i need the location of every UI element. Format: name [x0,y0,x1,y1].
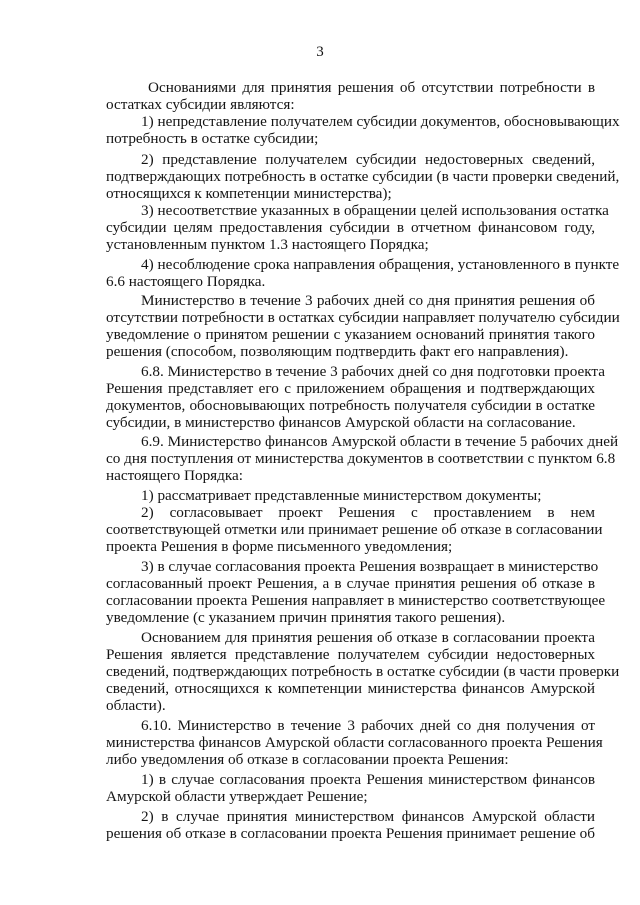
text-line: 3) несоответствие указанных в обращении целей использования остатка [141,202,609,219]
text-line: 6.10. Министерство в течение 3 рабочих дней со дня получения от [141,717,595,734]
text-line: области). [106,697,166,714]
page-number: 3 [316,44,324,60]
text-line: отсутствии потребности в остатках субсидии направляет получателю субсидии [106,309,620,326]
text-line: 2) в случае принятия министерством финансов Амурской области [141,808,595,825]
text-line: Решения является представление получателем субсидии недостоверных [106,646,595,663]
text-line: сведений, относящихся к компетенции министерства финансов Амурской [106,680,595,697]
text-line: 3) в случае согласования проекта Решения возвращает в министерство [141,558,599,575]
text-line: решения (способом, позволяющим подтвердить факт его направления). [106,343,569,360]
text-line: Основаниями для принятия решения об отсутствии потребности в [148,79,595,96]
text-line: 2) согласовывает проект Решения с проставлением в нем [141,504,595,521]
text-line: субсидии целям предоставления субсидии в отчетном финансовом году, [106,219,595,236]
text-line: подтверждающих потребность в остатке субсидии (в части проверки сведений, [106,168,620,185]
text-line: субсидии, в министерство финансов Амурской области на согласование. [106,414,576,431]
text-line: 6.6 настоящего Порядка. [106,273,266,290]
text-line: установленным пунктом 1.3 настоящего Порядка; [106,236,429,253]
text-line: согласовании проекта Решения направляет в министерство соответствующее [106,592,606,609]
text-line: 4) несоблюдение срока направления обращения, установленного в пункте [141,256,620,273]
text-line: Министерство в течение 3 рабочих дней со дня принятия решения об [141,292,595,309]
text-line: сведений, подтверждающих потребность в остатке субсидии (в части проверки [106,663,620,680]
text-line: 1) рассматривает представленные министерством документы; [141,487,542,504]
text-line: либо уведомления об отказе в согласовании проекта Решения: [106,751,509,768]
text-line: остатках субсидии являются: [106,96,295,113]
text-line: 1) в случае согласования проекта Решения министерством финансов [141,771,595,788]
text-line: Амурской области утверждает Решение; [106,788,368,805]
text-line: 2) представление получателем субсидии недостоверных сведений, [141,151,595,168]
text-line: потребность в остатке субсидии; [106,130,319,147]
text-line: министерства финансов Амурской области согласованного проекта Решения [106,734,603,751]
text-line: со дня поступления от министерства документов в соответствии с пунктом 6.8 [106,450,616,467]
text-line: относящихся к компетенции министерства); [106,185,392,202]
text-line: 6.8. Министерство в течение 3 рабочих дней со дня подготовки проекта [141,363,605,380]
text-line: уведомление о принятом решении с указанием оснований принятия такого [106,326,595,343]
text-line: Решения представляет его с приложением обращения и подтверждающих [106,380,595,397]
text-line: Основанием для принятия решения об отказе в согласовании проекта [141,629,595,646]
text-line: соответствующей отметки или принимает решение об отказе в согласовании [106,521,603,538]
text-line: настоящего Порядка: [106,467,243,484]
text-line: 6.9. Министерство финансов Амурской области в течение 5 рабочих дней [141,433,619,450]
text-line: решения об отказе в согласовании проекта Решения принимает решение об [106,825,595,842]
text-line: уведомление (с указанием причин принятия такого решения). [106,609,506,626]
text-line: документов, обосновывающих потребность получателя субсидии в остатке [106,397,595,414]
text-line: 1) непредставление получателем субсидии документов, обосновывающих [141,113,620,130]
text-line: согласованный проект Решения, а в случае принятия решения об отказе в [106,575,595,592]
text-line: проекта Решения в форме письменного уведомления; [106,538,453,555]
